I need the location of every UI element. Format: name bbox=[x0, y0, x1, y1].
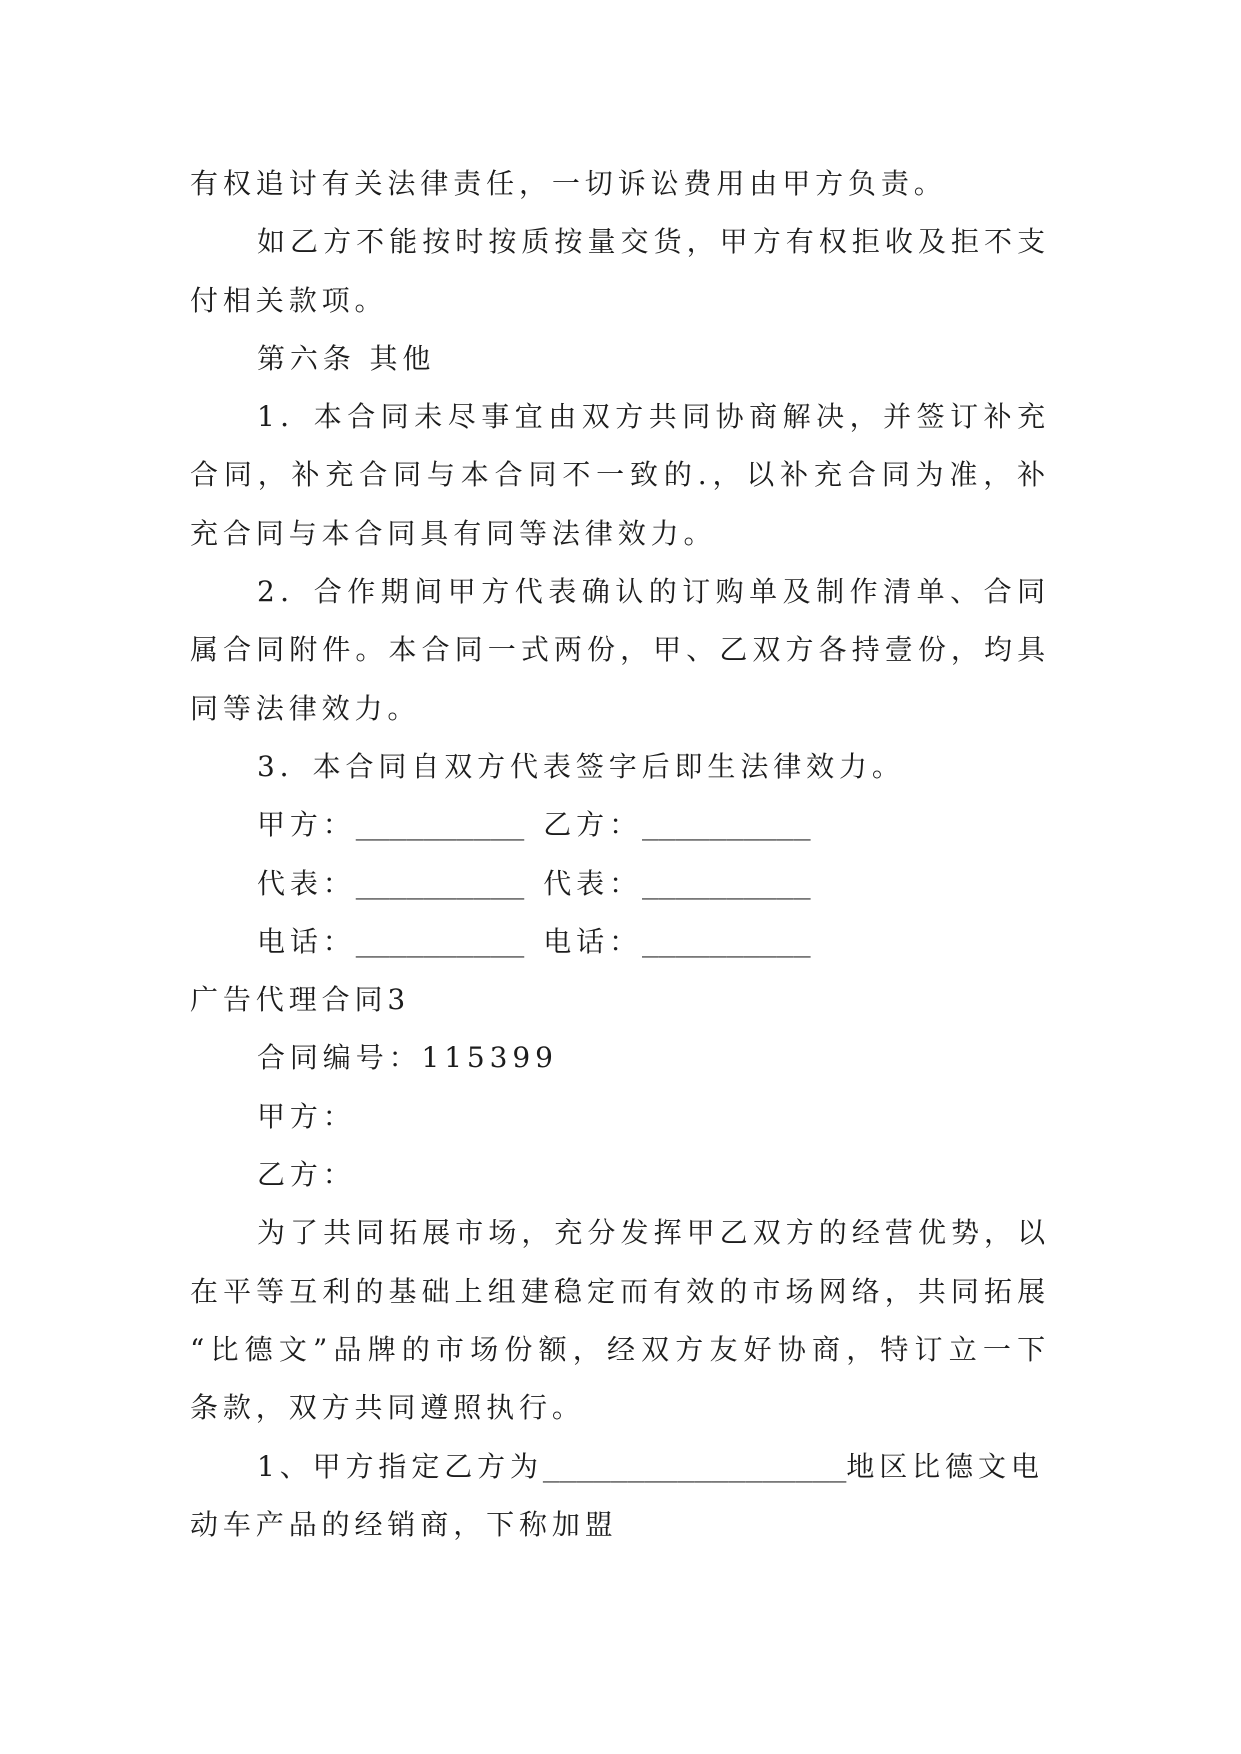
signature-blank: __________ bbox=[641, 808, 811, 842]
article-item-line: 同等法律效力。 bbox=[190, 691, 421, 725]
signature-label: 电话： bbox=[543, 924, 642, 958]
signature-blank: __________ bbox=[355, 866, 525, 900]
signature-blank: __________ bbox=[641, 924, 811, 958]
article-item-line: 属合同附件。本合同一式两份，甲、乙双方各持壹份，均具 bbox=[190, 633, 1050, 667]
clause-1-line bbox=[190, 1438, 1050, 1496]
signature-blank: __________ bbox=[641, 866, 811, 900]
party-b-label: 乙方： bbox=[257, 1158, 356, 1192]
signature-label: 电话： bbox=[257, 924, 356, 958]
article-item-line: 3．本合同自双方代表签字后即生法律效力。 bbox=[257, 749, 905, 783]
article-item-line: 充合同与本合同具有同等法律效力。 bbox=[190, 516, 717, 550]
signature-row-representative bbox=[190, 855, 1050, 913]
signature-row-phone bbox=[190, 913, 1050, 971]
document-body bbox=[190, 155, 1050, 1554]
signature-blank: __________ bbox=[355, 924, 525, 958]
preamble-line: 在平等互利的基础上组建稳定而有效的市场网络，共同拓展 bbox=[190, 1274, 1050, 1308]
article-item-line: 合同，补充合同与本合同不一致的.，以补充合同为准，补 bbox=[190, 458, 1050, 492]
clause-1-text-before: 1、甲方指定乙方为 bbox=[257, 1449, 543, 1483]
signature-blank: __________ bbox=[355, 808, 525, 842]
body-text-line: 有权追讨有关法律责任，一切诉讼费用由甲方负责。 bbox=[190, 167, 947, 200]
signature-label: 乙方： bbox=[543, 808, 642, 842]
body-text-line: 付相关款项。 bbox=[190, 283, 388, 317]
signature-row-party bbox=[190, 796, 1050, 854]
signature-label: 代表： bbox=[257, 866, 356, 900]
body-text-line: 如乙方不能按时按质按量交货，甲方有权拒收及拒不支 bbox=[257, 225, 1050, 259]
party-a-label: 甲方： bbox=[257, 1099, 356, 1133]
article-item-line: 2．合作期间甲方代表确认的订购单及制作清单、合同 bbox=[257, 575, 1050, 609]
preamble-line: 为了共同拓展市场，充分发挥甲乙双方的经营优势，以 bbox=[257, 1216, 1050, 1250]
region-blank: __________________ bbox=[542, 1449, 847, 1483]
preamble-line: 条款，双方共同遵照执行。 bbox=[190, 1391, 585, 1425]
signature-label: 甲方： bbox=[257, 808, 356, 842]
contract-title: 广告代理合同3 bbox=[190, 983, 411, 1017]
clause-1-continuation: 动车产品的经销商，下称加盟 bbox=[190, 1507, 618, 1541]
clause-1-text-after: 地区比德文电 bbox=[846, 1449, 1044, 1483]
article-item-line: 1．本合同未尽事宜由双方共同协商解决，并签订补充 bbox=[257, 400, 1050, 434]
preamble-line: “比德文”品牌的市场份额，经双方友好协商，特订立一下 bbox=[190, 1332, 1050, 1366]
article-heading: 第六条 其他 bbox=[257, 341, 436, 375]
contract-number: 合同编号：115399 bbox=[257, 1041, 558, 1075]
signature-label: 代表： bbox=[543, 866, 642, 900]
